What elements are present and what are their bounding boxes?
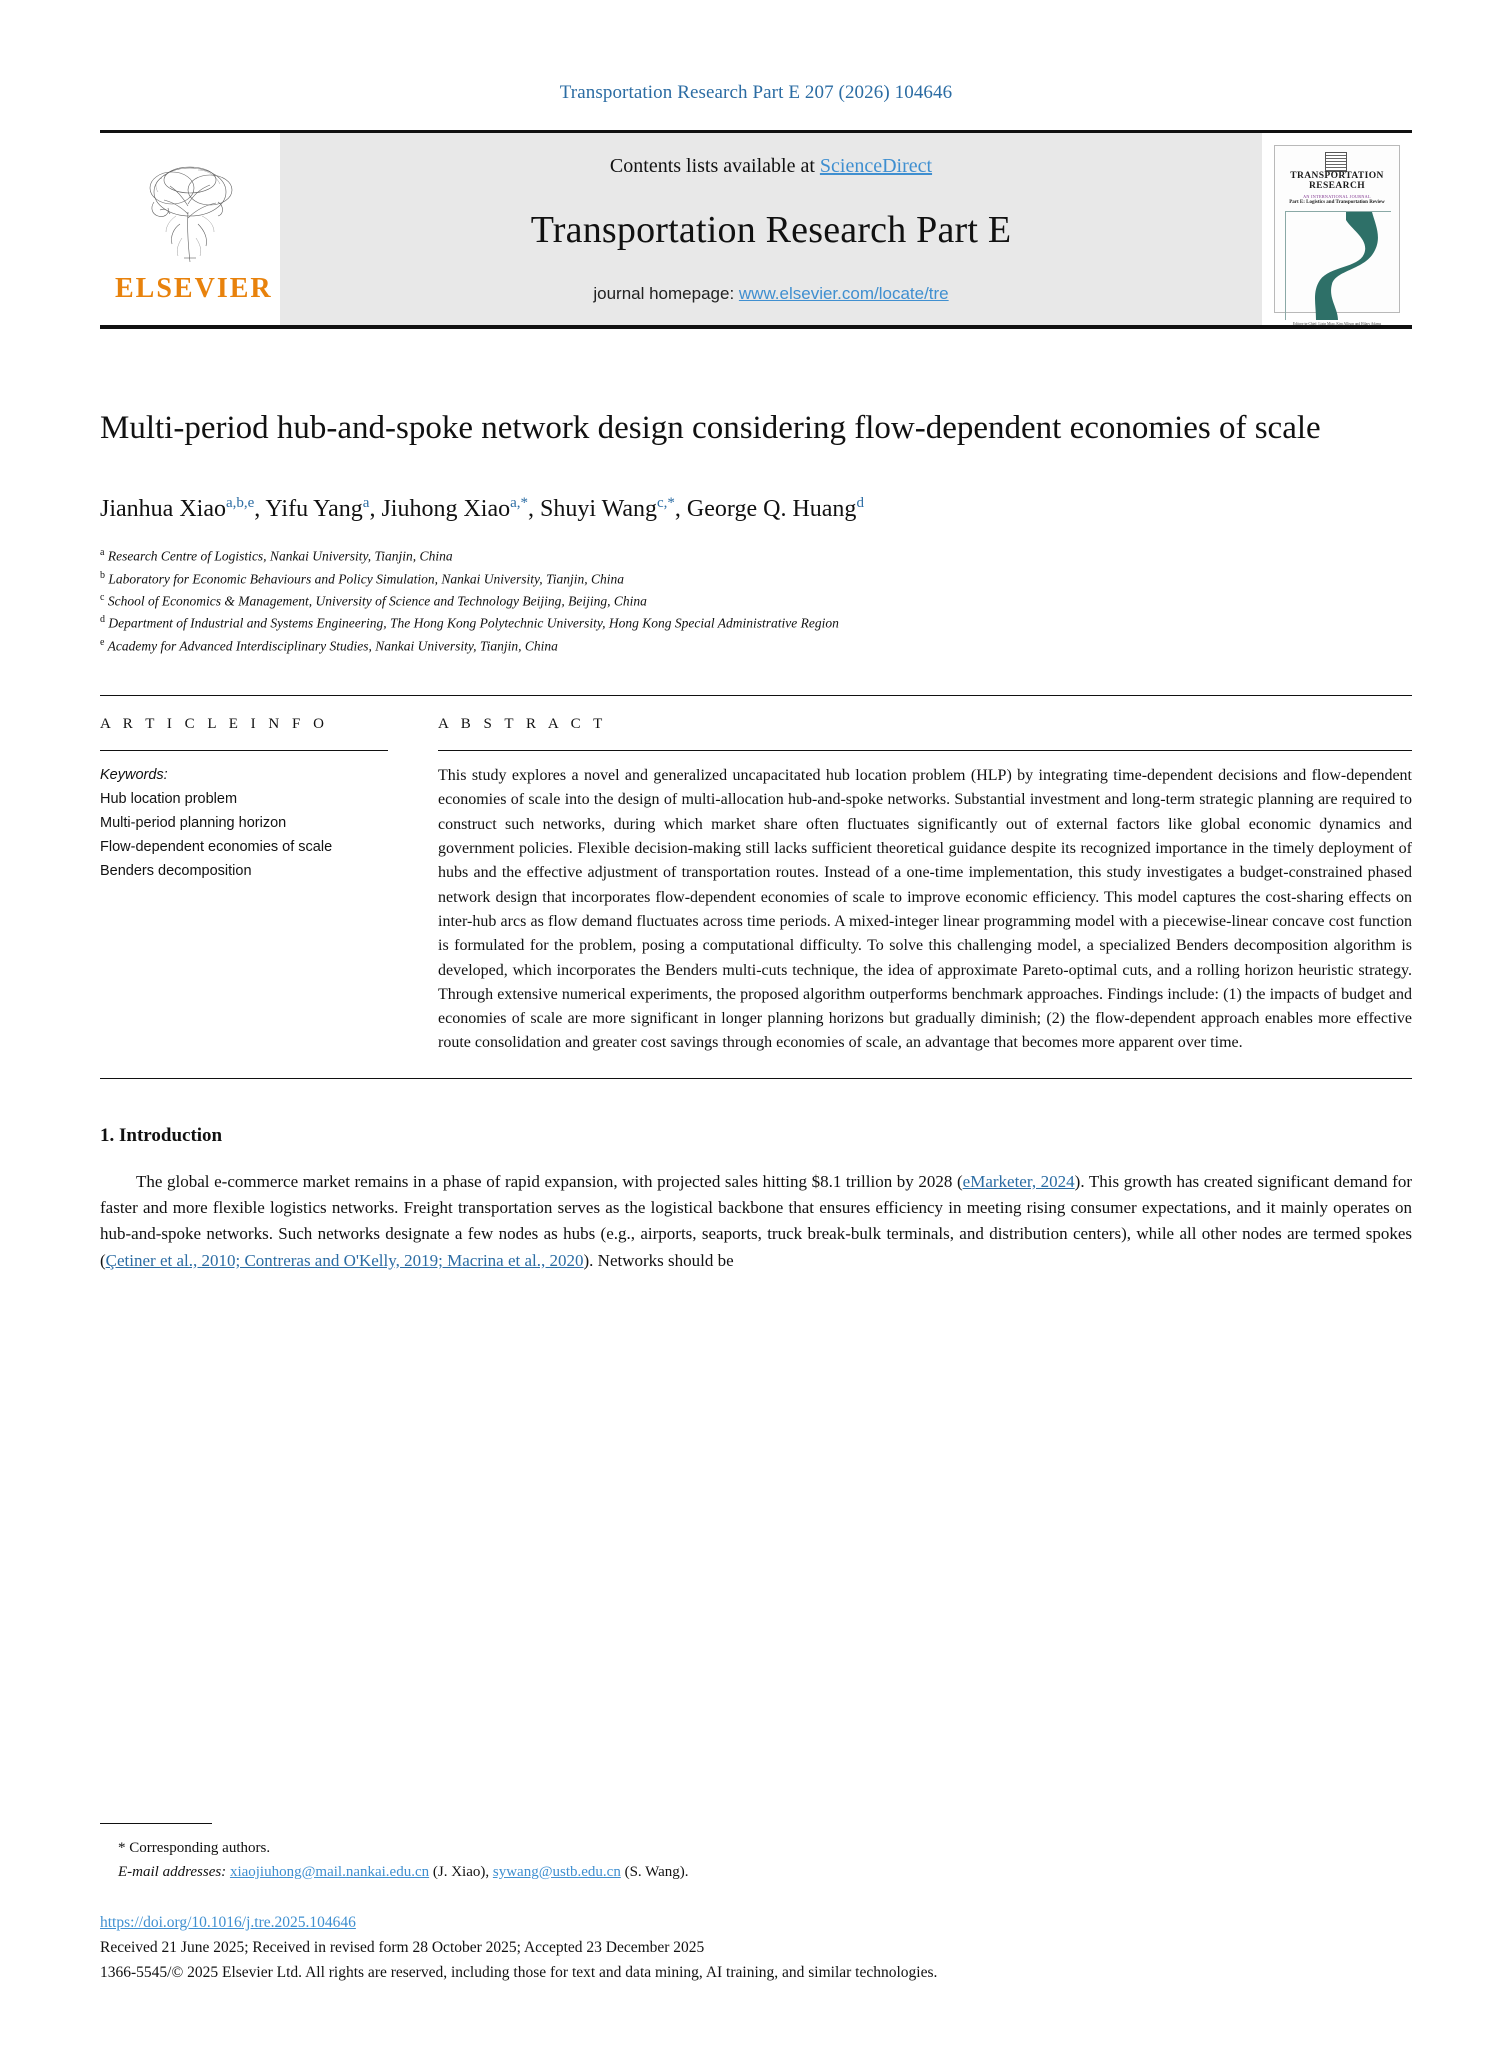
keyword-item: Hub location problem [100,790,238,807]
winding-road-icon [1286,212,1394,320]
contents-prefix: Contents lists available at [609,154,820,177]
info-bottom-rule [100,1078,1412,1079]
citation-emarketer[interactable]: eMarketer, 2024 [962,1171,1075,1191]
author-4-name: Shuyi Wang [540,496,657,523]
keyword-item: Benders decomposition [100,862,252,879]
contents-line [610,155,932,178]
intro-text-a: The global e-commerce market remains in a phase of rapid expansion, with projected sales hitting $8.1 trillion by 2028 ( [136,1171,963,1191]
journal-homepage-line [593,284,948,304]
email-link-1[interactable]: xiaojiuhong@mail.nankai.edu.cn [229,1863,430,1880]
elsevier-wordmark: ELSEVIER [115,272,273,304]
introduction-paragraph [100,1169,1412,1274]
citation-group[interactable]: Çetiner et al., 2010; Contreras and O'Kelly, 2019; Macrina et al., 2020 [105,1250,584,1270]
author-1-name: Jianhua Xiao [100,496,226,523]
affiliation-item [100,635,1412,657]
affiliation-item [100,590,1412,612]
author-2-marks: a [362,495,370,512]
affiliation-mark: a [100,547,105,559]
keyword-item: Multi-period planning horizon [100,814,287,831]
affiliation-text: Research Centre of Logistics, Nankai University, Tianjin, China [107,548,453,564]
affiliation-item [100,568,1412,590]
intro-text-c: ). Networks should be [583,1250,734,1270]
affiliation-mark: e [100,636,105,648]
running-head: Transportation Research Part E 207 (2026) 104646 [559,82,953,103]
abstract-rule [438,750,1412,751]
page-title: Multi-period hub-and-spoke network design considering flow-dependent economies of scale [100,410,1321,446]
affiliation-mark: b [100,569,105,581]
email-label: E-mail addresses: [118,1863,227,1880]
introduction-heading: 1. Introduction [100,1124,223,1146]
author-5-name: George Q. Huang [686,496,857,523]
author-5-marks: d [856,495,864,512]
intro-text-b: ). This growth has created significant demand for faster and more flexible logistics networks. Freight transportation serves as the logistical backbone that ensures efficiency in meeting rising consumer expectations, and it mainly operates on hub-and-spoke networks. Such networks designate a few nodes as hubs (e.g., airports, seaports, truck break-bulk terminals, and distribution centers), while all other nodes are termed spokes ( [100,1171,1412,1270]
journal-cover-thumbnail [1274,145,1400,326]
cover-artwork [1285,211,1391,320]
doi-link[interactable]: https://doi.org/10.1016/j.tre.2025.104646 [100,1913,356,1931]
info-top-rule [100,695,1412,696]
homepage-prefix: journal homepage: [593,283,739,303]
journal-cover-wrap [1262,133,1412,325]
cover-title [1290,172,1384,192]
author-1-marks: a,b,e [225,495,255,512]
author-2-name: Yifu Yang [265,496,363,523]
abstract-heading: A B S T R A C T [438,716,607,733]
cover-title-line2: RESEARCH [1309,180,1365,191]
publisher-logo [100,133,280,325]
author-3-name: Jiuhong Xiao [381,496,511,523]
article-info-rule [100,750,388,751]
journal-homepage-link[interactable]: www.elsevier.com/locate/tre [738,283,949,303]
affiliation-item [100,612,1412,634]
cover-badge-icon [1325,152,1347,172]
cover-footer: Editors-in-Chief: Lixin Miao, Kim Allison and Hilary Adams [1292,321,1382,326]
banner-bottom-rule [100,325,1412,329]
affiliation-list [100,545,1412,657]
affiliation-item [100,545,1412,567]
abstract-text: This study explores a novel and generalized uncapacitated hub location problem (HLP) by integrating time-dependent decisions and flow-dependent economies of scale into the design of multi-allocation hub-and-spoke networks. Substantial investment and long-term strategic planning are required to construct such networks, during which market share often fluctuates significantly out of external factors like global economic dynamics and government policies. Flexible decision-making still lacks sufficient theoretical guidance despite its recognized importance in the timely deployment of hubs and the effective adjustment of transportation routes. Instead of a one-time implementation, this study investigates a budget-constrained phased network design that incorporates flow-dependent economies of scale to improve economic efficiency. This model captures the cost-sharing effects on inter-hub arcs as flow demand fluctuates across time periods. A mixed-integer linear programming model with a piecewise-linear concave cost function is formulated for the problem, posing a computational difficulty. To solve this challenging model, a specialized Benders decomposition algorithm is developed, which incorporates the Benders multi-cuts technique, the idea of approximate Pareto-optimal cuts, and a rolling horizon heuristic strategy. Through extensive numerical experiments, the proposed algorithm outperforms benchmark approaches. Findings include: (1) the impacts of budget and economies of scale are more significant in longer planning horizons but gradually diminish; (2) the flow-dependent approach enables more effective route consolidation and greater cost savings through economies of scale, an advantage that becomes more apparent over time. [438,767,1412,1052]
keywords-label: Keywords: [100,767,168,784]
author-3 [381,496,528,522]
affiliation-mark: d [100,614,105,626]
author-5 [687,496,864,522]
info-abstract-grid [100,716,1412,1056]
journal-banner [100,133,1412,325]
article-info-column [100,716,388,1056]
publication-meta [100,1910,1412,1985]
abstract-column [438,716,1412,1056]
keyword-item: Flow-dependent economies of scale [100,838,333,855]
corresponding-authors-note [100,1836,1412,1884]
journal-title: Transportation Research Part E [530,208,1012,251]
affiliation-text: Department of Industrial and Systems Engineering, The Hong Kong Polytechnic University, Hong Kong Special Administrative Region [108,615,839,631]
affiliation-mark: c [100,591,105,603]
footnote-rule [100,1823,212,1824]
cover-subtitle-1: AN INTERNATIONAL JOURNAL [1303,193,1371,199]
email-owner-1: (J. Xiao), [432,1863,490,1880]
affiliation-text: Laboratory for Economic Behaviours and Policy Simulation, Nankai University, Tianjin, China [108,571,624,587]
author-4-marks: c,* [657,495,675,512]
author-3-marks: a,* [510,495,529,512]
cover-title-line1: TRANSPORTATION [1290,171,1384,181]
copyright-line: 1366-5545/© 2025 Elsevier Ltd. All rights are reserved, including those for text and data mining, AI training, and similar technologies. [100,1963,938,1981]
elsevier-logo [115,158,273,305]
author-list: Jianhua Xiao$^{a,b,e}$, Yifu Yang$^a$, Jiuhong Xiao$^{a,*}$, Shuyi Wang$^{c,*}$, George Q. Huang$^d$ [100,495,864,523]
sciencedirect-link[interactable]: ScienceDirect [819,154,933,177]
keywords-block [100,764,388,884]
email-owner-2: (S. Wang). [624,1863,689,1880]
elsevier-tree-icon [124,158,256,266]
email-link-2[interactable]: sywang@ustb.edu.cn [492,1863,621,1880]
cover-subtitle-2: Part E: Logistics and Transportation Review [1289,199,1385,205]
affiliation-text: Academy for Advanced Interdisciplinary Studies, Nankai University, Tianjin, China [107,638,558,654]
banner-center [280,133,1262,325]
page-footnotes [100,1823,1412,1985]
cover-header [1275,146,1399,207]
author-1 [100,496,254,522]
email-line [118,1860,1412,1884]
author-4 [540,496,675,522]
affiliation-text: School of Economics & Management, University of Science and Technology Beijing, Beijing, China [107,593,647,609]
article-info-heading: A R T I C L E I N F O [100,716,329,733]
author-2 [265,496,369,522]
corresponding-line: * Corresponding authors. [118,1839,271,1856]
received-dates: Received 21 June 2025; Received in revised form 28 October 2025; Accepted 23 December 2025 [100,1938,705,1956]
